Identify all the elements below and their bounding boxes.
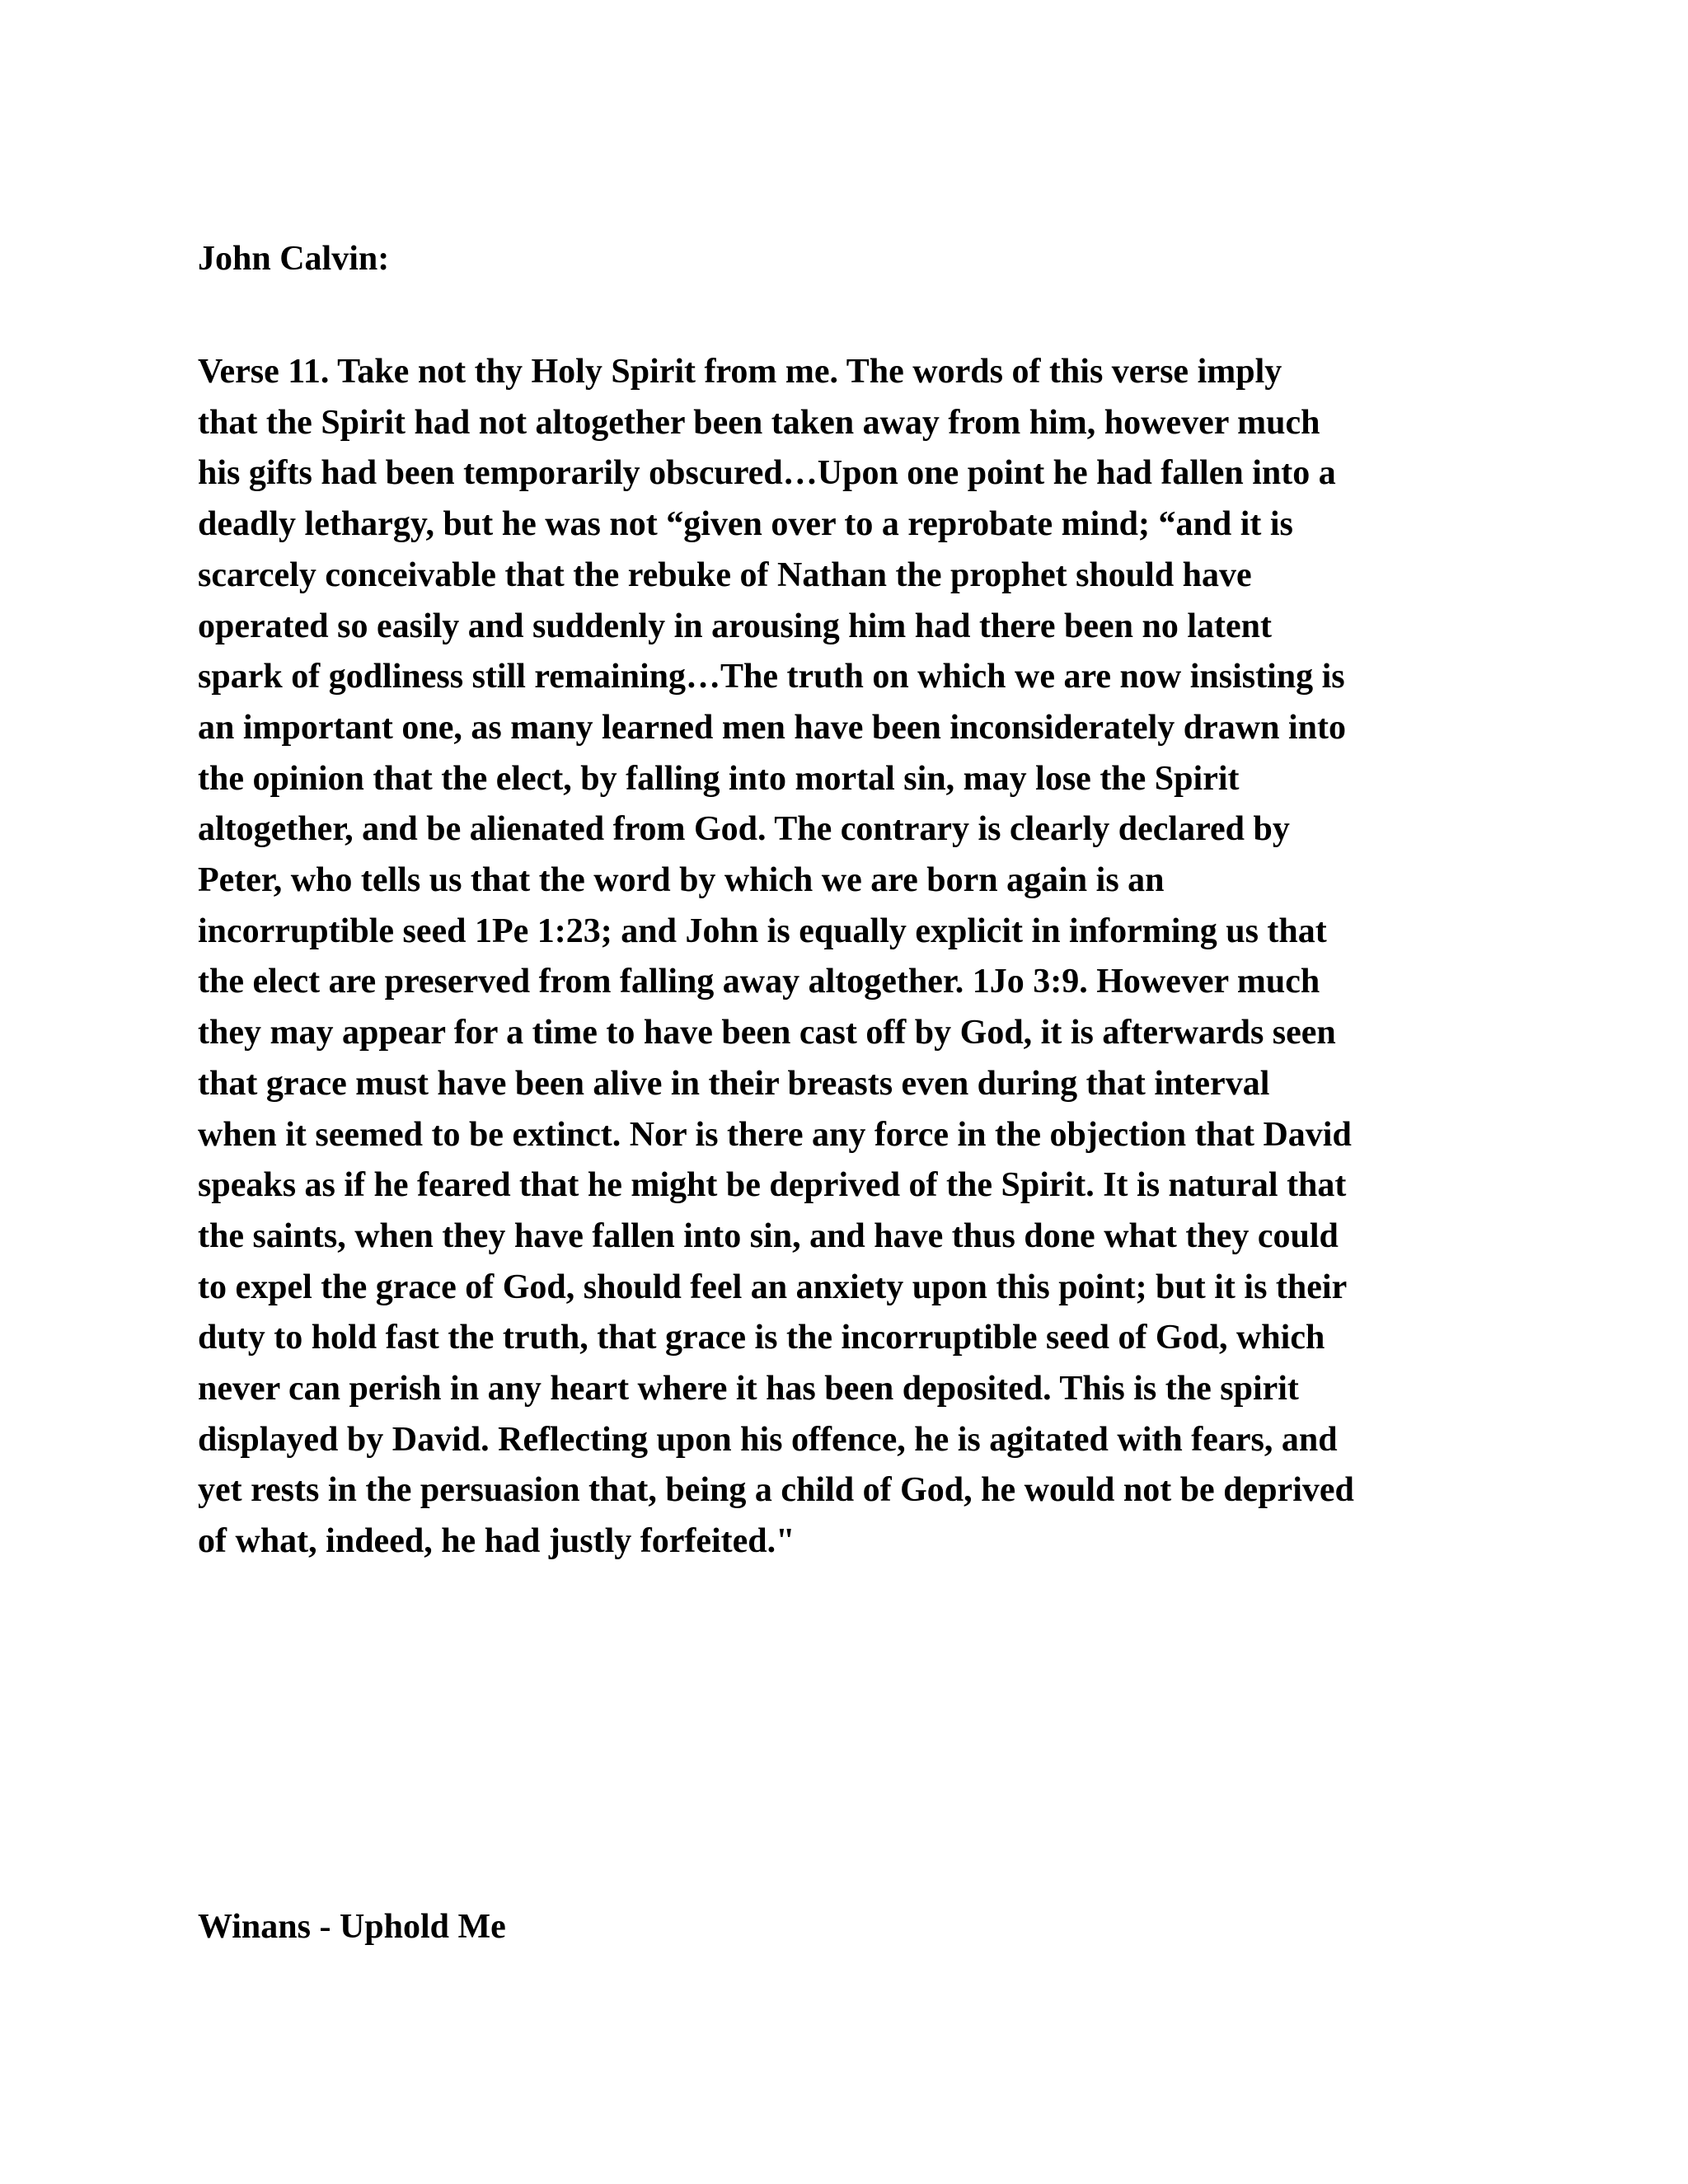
text-line: the opinion that the elect, by falling into mortal sin, may lose the Spirit: [198, 759, 1240, 798]
text-line: displayed by David. Reflecting upon his offence, he is agitated with fears, and: [198, 1420, 1338, 1459]
text-line: Verse 11. Take not thy Holy Spirit from me. The words of this verse imply: [198, 353, 1282, 391]
text-line: speaks as if he feared that he might be deprived of the Spirit. It is natural that: [198, 1166, 1347, 1205]
text-line: an important one, as many learned men have been inconsiderately drawn into: [198, 708, 1347, 747]
text-line: scarcely conceivable that the rebuke of Nathan the prophet should have: [198, 555, 1252, 594]
text-line: incorruptible seed 1Pe 1:23; and John is equally explicit in informing us that: [198, 912, 1327, 950]
text-line: of what, indeed, he had justly forfeited.": [198, 1522, 795, 1561]
text-line: they may appear for a time to have been cast off by God, it is afterwards seen: [198, 1014, 1336, 1052]
text-line: that the Spirit had not altogether been taken away from him, however much: [198, 403, 1320, 442]
text-line: duty to hold fast the truth, that grace is the incorruptible seed of God, which: [198, 1319, 1325, 1357]
song-title: Winans - Uphold Me: [198, 1908, 506, 1946]
text-line: never can perish in any heart where it has been deposited. This is the spirit: [198, 1370, 1299, 1408]
text-line: when it seemed to be extinct. Nor is there any force in the objection that David: [198, 1115, 1352, 1154]
text-line: yet rests in the persuasion that, being a child of God, he would not be deprived: [198, 1471, 1354, 1510]
text-line: Peter, who tells us that the word by which we are born again is an: [198, 861, 1165, 900]
text-line: his gifts had been temporarily obscured…Upon one point he had fallen into a: [198, 454, 1336, 493]
text-line: altogether, and be alienated from God. The contrary is clearly declared by: [198, 810, 1290, 849]
text-line: the saints, when they have fallen into sin, and have thus done what they could: [198, 1216, 1339, 1255]
text-line: deadly lethargy, but he was not “given over to a reprobate mind; “and it is: [198, 505, 1293, 544]
text-line: operated so easily and suddenly in arousing him had there been no latent: [198, 607, 1272, 645]
commentary-paragraph: [198, 347, 1484, 1568]
text-line: to expel the grace of God, should feel an anxiety upon this point; but it is their: [198, 1268, 1348, 1306]
text-line: spark of godliness still remaining…The truth on which we are now insisting is: [198, 658, 1345, 696]
text-line: that grace must have been alive in their breasts even during that interval: [198, 1064, 1270, 1103]
heading-author: John Calvin:: [198, 240, 390, 278]
text-line: the elect are preserved from falling away altogether. 1Jo 3:9. However much: [198, 963, 1320, 1001]
